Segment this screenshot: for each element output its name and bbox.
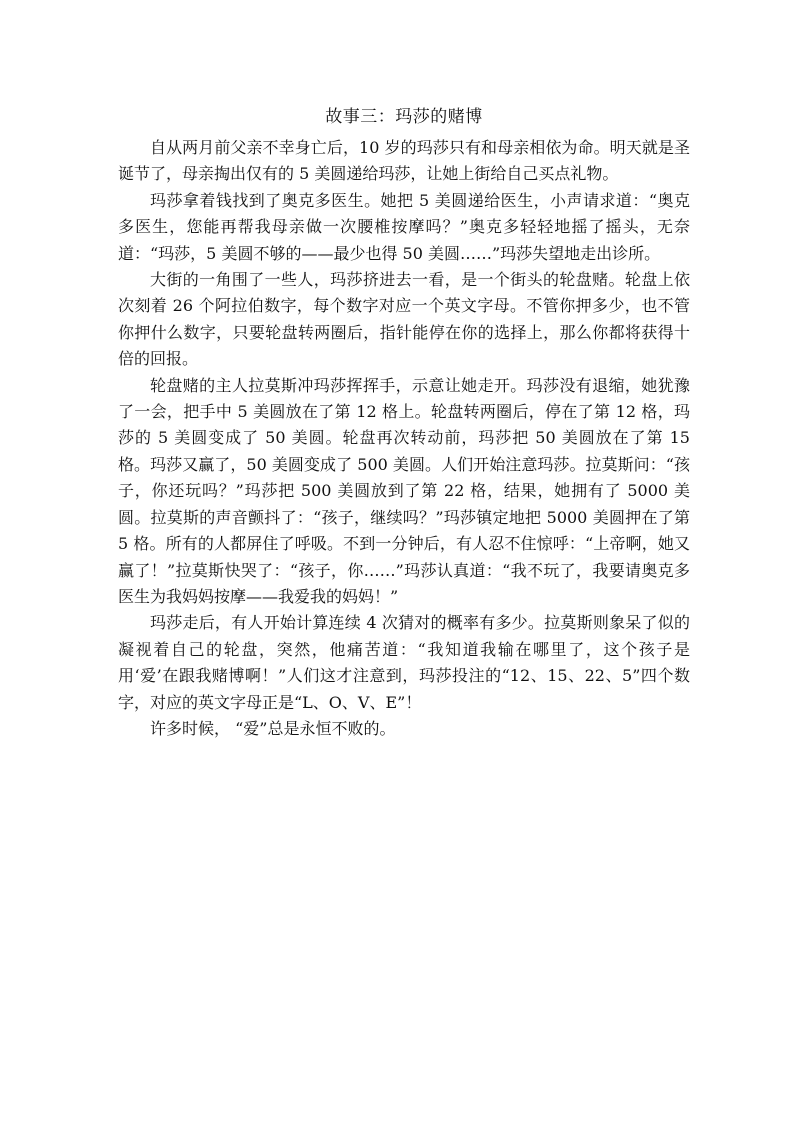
paragraph-4: 轮盘赌的主人拉莫斯冲玛莎挥挥手，示意让她走开。玛莎没有退缩，她犹豫了一会，把手中 5 美圆放在了第 12 格上。轮盘转两圈后，停在了第 12 格，玛莎的 5 美圆变成了 50 美圆。轮盘再次转动前，玛莎把 50 美圆放在了第 15 格。玛莎又赢了，50 美圆变成了 500 美圆。人们开始注意玛莎。拉莫斯问：“孩子，你还玩吗？”玛莎把 500 美圆放到了第 22 格，结果，她拥有了 5000 美圆。拉莫斯的声音颤抖了：“孩子，继续吗？”玛莎镇定地把 5000 美圆押在了第 5 格。所有的人都屏住了呼吸。不到一分钟后，有人忍不住惊呼：“上帝啊，她又赢了！”拉莫斯快哭了：“孩子，你……”玛莎认真道：“我不玩了，我要请奥克多医生为我妈妈按摩——我爱我的妈妈！” xyxy=(118,375,690,606)
paragraph-2: 玛莎拿着钱找到了奥克多医生。她把 5 美圆递给医生，小声请求道：“奥克多医生，您能再帮我母亲做一次腰椎按摩吗？”奥克多轻轻地摇了摇头，无奈道：“玛莎，5 美圆不够的——最少也得 50 美圆……”玛莎失望地走出诊所。 xyxy=(118,190,690,263)
document-page xyxy=(118,103,690,742)
paragraph-3: 大街的一角围了一些人，玛莎挤进去一看，是一个街头的轮盘赌。轮盘上依次刻着 26 个阿拉伯数字，每个数字对应一个英文字母。不管你押多少，也不管你押什么数字，只要轮盘转两圈后，指针能停在你的选择上，那么你都将获得十倍的回报。 xyxy=(118,270,690,369)
paragraph-1: 自从两月前父亲不幸身亡后，10 岁的玛莎只有和母亲相依为命。明天就是圣诞节了，母亲掏出仅有的 5 美圆递给玛莎，让她上街给自己买点礼物。 xyxy=(118,138,690,184)
paragraph-5: 玛莎走后，有人开始计算连续 4 次猜对的概率有多少。拉莫斯则象呆了似的凝视着自己的轮盘，突然，他痛苦道：“我知道我输在哪里了，这个孩子是用‘爱’在跟我赌博啊！”人们这才注意到，玛莎投注的“12、15、22、5”四个数字，对应的英文字母正是“L、O、V、E”！ xyxy=(118,613,690,712)
paragraph-6: 许多时候， “爱”总是永恒不败的。 xyxy=(150,718,396,738)
story-title: 故事三：玛莎的赌博 xyxy=(325,107,483,127)
